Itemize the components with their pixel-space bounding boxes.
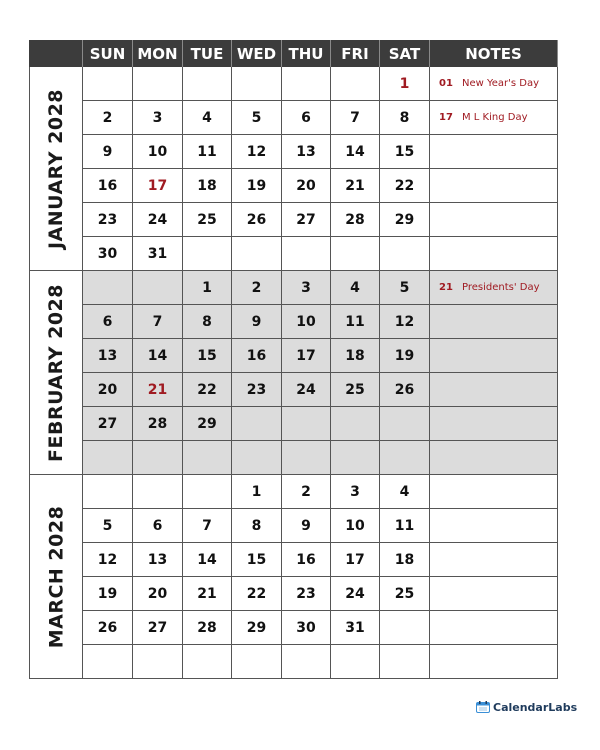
day-cell[interactable]: 7 <box>183 509 232 543</box>
day-cell[interactable]: 8 <box>183 305 232 339</box>
day-cell[interactable] <box>380 407 430 441</box>
day-cell[interactable]: 25 <box>331 373 380 407</box>
header-corner <box>29 40 83 67</box>
day-cell[interactable]: 22 <box>232 577 282 611</box>
day-cell[interactable]: 22 <box>380 169 430 203</box>
day-cell[interactable] <box>183 67 232 101</box>
day-cell[interactable]: 7 <box>133 305 183 339</box>
day-cell[interactable]: 3 <box>133 101 183 135</box>
note-row[interactable] <box>430 169 558 203</box>
day-cell[interactable]: 6 <box>282 101 331 135</box>
note-row[interactable] <box>430 203 558 237</box>
day-cell[interactable]: 20 <box>282 169 331 203</box>
day-cell[interactable]: 11 <box>183 135 232 169</box>
day-cell[interactable] <box>133 441 183 475</box>
day-cell[interactable]: 21 <box>183 577 232 611</box>
calendar-logo-icon <box>476 701 490 713</box>
day-cell[interactable]: 16 <box>232 339 282 373</box>
day-cell[interactable]: 16 <box>83 169 133 203</box>
day-cell[interactable]: 6 <box>133 509 183 543</box>
day-cell[interactable]: 24 <box>331 577 380 611</box>
day-cell[interactable]: 25 <box>380 577 430 611</box>
day-cell[interactable]: 27 <box>83 407 133 441</box>
day-cell[interactable]: 18 <box>331 339 380 373</box>
day-header-tue: TUE <box>183 40 232 67</box>
day-cell[interactable] <box>133 67 183 101</box>
day-cell[interactable]: 6 <box>83 305 133 339</box>
day-cell[interactable] <box>380 645 430 679</box>
day-cell[interactable]: 17 <box>282 339 331 373</box>
day-cell[interactable]: 8 <box>232 509 282 543</box>
day-cell[interactable] <box>331 237 380 271</box>
day-cell[interactable]: 14 <box>133 339 183 373</box>
note-text: Presidents' Day <box>462 282 540 293</box>
day-cell[interactable]: 27 <box>282 203 331 237</box>
day-cell[interactable] <box>282 407 331 441</box>
month-title: MARCH 2028 <box>45 505 67 648</box>
day-cell[interactable]: 4 <box>380 475 430 509</box>
note-row[interactable] <box>430 339 558 373</box>
day-cell[interactable]: 8 <box>380 101 430 135</box>
day-cell[interactable]: 25 <box>183 203 232 237</box>
day-cell[interactable]: 17 <box>331 543 380 577</box>
day-cell[interactable]: 14 <box>183 543 232 577</box>
brand-name: CalendarLabs <box>493 700 578 714</box>
month-title: JANUARY 2028 <box>45 88 68 249</box>
day-cell[interactable] <box>83 441 133 475</box>
day-cell[interactable]: 12 <box>380 305 430 339</box>
day-cell[interactable]: 10 <box>133 135 183 169</box>
note-row[interactable] <box>430 101 558 135</box>
day-cell[interactable]: 31 <box>133 237 183 271</box>
day-cell[interactable] <box>331 441 380 475</box>
day-cell[interactable]: 20 <box>83 373 133 407</box>
day-cell[interactable] <box>183 475 232 509</box>
day-cell[interactable]: 13 <box>133 543 183 577</box>
day-cell[interactable]: 27 <box>133 611 183 645</box>
brand-logo[interactable] <box>476 700 577 714</box>
day-cell[interactable] <box>331 645 380 679</box>
day-cell[interactable]: 22 <box>183 373 232 407</box>
day-cell[interactable] <box>133 271 183 305</box>
month-title: FEBRUARY 2028 <box>45 283 67 462</box>
day-cell[interactable]: 19 <box>380 339 430 373</box>
note-day: 17 <box>439 112 453 123</box>
day-cell[interactable]: 24 <box>133 203 183 237</box>
note-row[interactable] <box>430 407 558 441</box>
day-cell[interactable]: 26 <box>380 373 430 407</box>
day-cell[interactable]: 3 <box>331 475 380 509</box>
day-cell[interactable]: 9 <box>232 305 282 339</box>
note-text: New Year's Day <box>462 78 540 89</box>
day-cell[interactable] <box>183 441 232 475</box>
note-day: 01 <box>439 78 453 89</box>
day-cell[interactable]: 11 <box>331 305 380 339</box>
day-cell[interactable] <box>232 407 282 441</box>
day-header-sun: SUN <box>83 40 133 67</box>
day-cell[interactable]: 29 <box>380 203 430 237</box>
day-cell[interactable]: 7 <box>331 101 380 135</box>
day-header-sat: SAT <box>380 40 430 67</box>
day-cell[interactable]: 5 <box>83 509 133 543</box>
day-cell[interactable]: 29 <box>183 407 232 441</box>
day-cell[interactable]: 23 <box>83 203 133 237</box>
day-cell[interactable] <box>83 271 133 305</box>
note-row[interactable] <box>430 441 558 475</box>
day-cell[interactable] <box>232 441 282 475</box>
day-cell[interactable]: 30 <box>282 611 331 645</box>
month-label <box>29 271 83 475</box>
day-cell[interactable]: 31 <box>331 611 380 645</box>
day-cell[interactable] <box>331 67 380 101</box>
note-row[interactable] <box>430 271 558 305</box>
day-cell[interactable] <box>380 611 430 645</box>
day-cell[interactable]: 2 <box>282 475 331 509</box>
day-header-mon: MON <box>133 40 183 67</box>
note-day: 21 <box>439 282 453 293</box>
day-cell[interactable]: 4 <box>331 271 380 305</box>
day-cell[interactable]: 13 <box>83 339 133 373</box>
day-cell[interactable] <box>183 237 232 271</box>
day-cell[interactable] <box>232 645 282 679</box>
day-cell[interactable] <box>331 407 380 441</box>
day-cell[interactable]: 21 <box>331 169 380 203</box>
note-text: M L King Day <box>462 112 528 123</box>
day-cell[interactable] <box>232 67 282 101</box>
day-cell[interactable]: 10 <box>282 305 331 339</box>
day-cell[interactable]: 2 <box>232 271 282 305</box>
month-label <box>29 475 83 679</box>
day-cell[interactable]: 23 <box>282 577 331 611</box>
day-cell[interactable]: 18 <box>380 543 430 577</box>
day-cell[interactable]: 24 <box>282 373 331 407</box>
day-cell[interactable]: 13 <box>282 135 331 169</box>
day-cell[interactable]: 17 <box>133 169 183 203</box>
day-cell[interactable]: 19 <box>232 169 282 203</box>
day-cell[interactable] <box>133 475 183 509</box>
month-label <box>29 67 83 271</box>
note-row[interactable] <box>430 475 558 509</box>
day-cell[interactable]: 1 <box>183 271 232 305</box>
day-cell[interactable] <box>83 67 133 101</box>
day-cell[interactable] <box>282 67 331 101</box>
day-cell[interactable] <box>380 237 430 271</box>
calendar-grid <box>29 40 558 681</box>
note-row[interactable] <box>430 611 558 645</box>
day-cell[interactable] <box>83 645 133 679</box>
day-cell[interactable]: 1 <box>380 67 430 101</box>
note-row[interactable] <box>430 577 558 611</box>
day-cell[interactable]: 20 <box>133 577 183 611</box>
day-cell[interactable]: 19 <box>83 577 133 611</box>
day-cell[interactable]: 10 <box>331 509 380 543</box>
day-cell[interactable]: 12 <box>232 135 282 169</box>
day-cell[interactable]: 30 <box>83 237 133 271</box>
day-cell[interactable]: 14 <box>331 135 380 169</box>
day-cell[interactable] <box>282 645 331 679</box>
note-row[interactable] <box>430 67 558 101</box>
day-cell[interactable]: 26 <box>232 203 282 237</box>
note-row[interactable] <box>430 373 558 407</box>
day-cell[interactable]: 15 <box>380 135 430 169</box>
day-cell[interactable]: 18 <box>183 169 232 203</box>
day-header-fri: FRI <box>331 40 380 67</box>
day-cell[interactable]: 1 <box>232 475 282 509</box>
day-cell[interactable] <box>380 441 430 475</box>
day-cell[interactable] <box>282 441 331 475</box>
day-cell[interactable]: 29 <box>232 611 282 645</box>
day-cell[interactable]: 2 <box>83 101 133 135</box>
note-row[interactable] <box>430 237 558 271</box>
day-cell[interactable]: 11 <box>380 509 430 543</box>
day-header-wed: WED <box>232 40 282 67</box>
note-row[interactable] <box>430 135 558 169</box>
day-cell[interactable] <box>183 645 232 679</box>
day-cell[interactable]: 4 <box>183 101 232 135</box>
day-cell[interactable]: 21 <box>133 373 183 407</box>
day-header-thu: THU <box>282 40 331 67</box>
day-cell[interactable] <box>83 475 133 509</box>
day-cell[interactable] <box>133 645 183 679</box>
note-row[interactable] <box>430 305 558 339</box>
day-cell[interactable]: 12 <box>83 543 133 577</box>
note-row[interactable] <box>430 645 558 679</box>
day-cell[interactable] <box>282 237 331 271</box>
day-cell[interactable]: 9 <box>282 509 331 543</box>
day-cell[interactable]: 23 <box>232 373 282 407</box>
note-row[interactable] <box>430 543 558 577</box>
notes-header: NOTES <box>430 40 558 67</box>
day-cell[interactable]: 3 <box>282 271 331 305</box>
day-cell[interactable]: 28 <box>331 203 380 237</box>
day-cell[interactable]: 26 <box>83 611 133 645</box>
note-row[interactable] <box>430 509 558 543</box>
day-cell[interactable]: 15 <box>232 543 282 577</box>
day-cell[interactable]: 16 <box>282 543 331 577</box>
day-cell[interactable] <box>232 237 282 271</box>
day-cell[interactable]: 28 <box>133 407 183 441</box>
day-cell[interactable]: 9 <box>83 135 133 169</box>
day-cell[interactable]: 15 <box>183 339 232 373</box>
day-cell[interactable]: 5 <box>232 101 282 135</box>
day-cell[interactable]: 5 <box>380 271 430 305</box>
day-cell[interactable]: 28 <box>183 611 232 645</box>
